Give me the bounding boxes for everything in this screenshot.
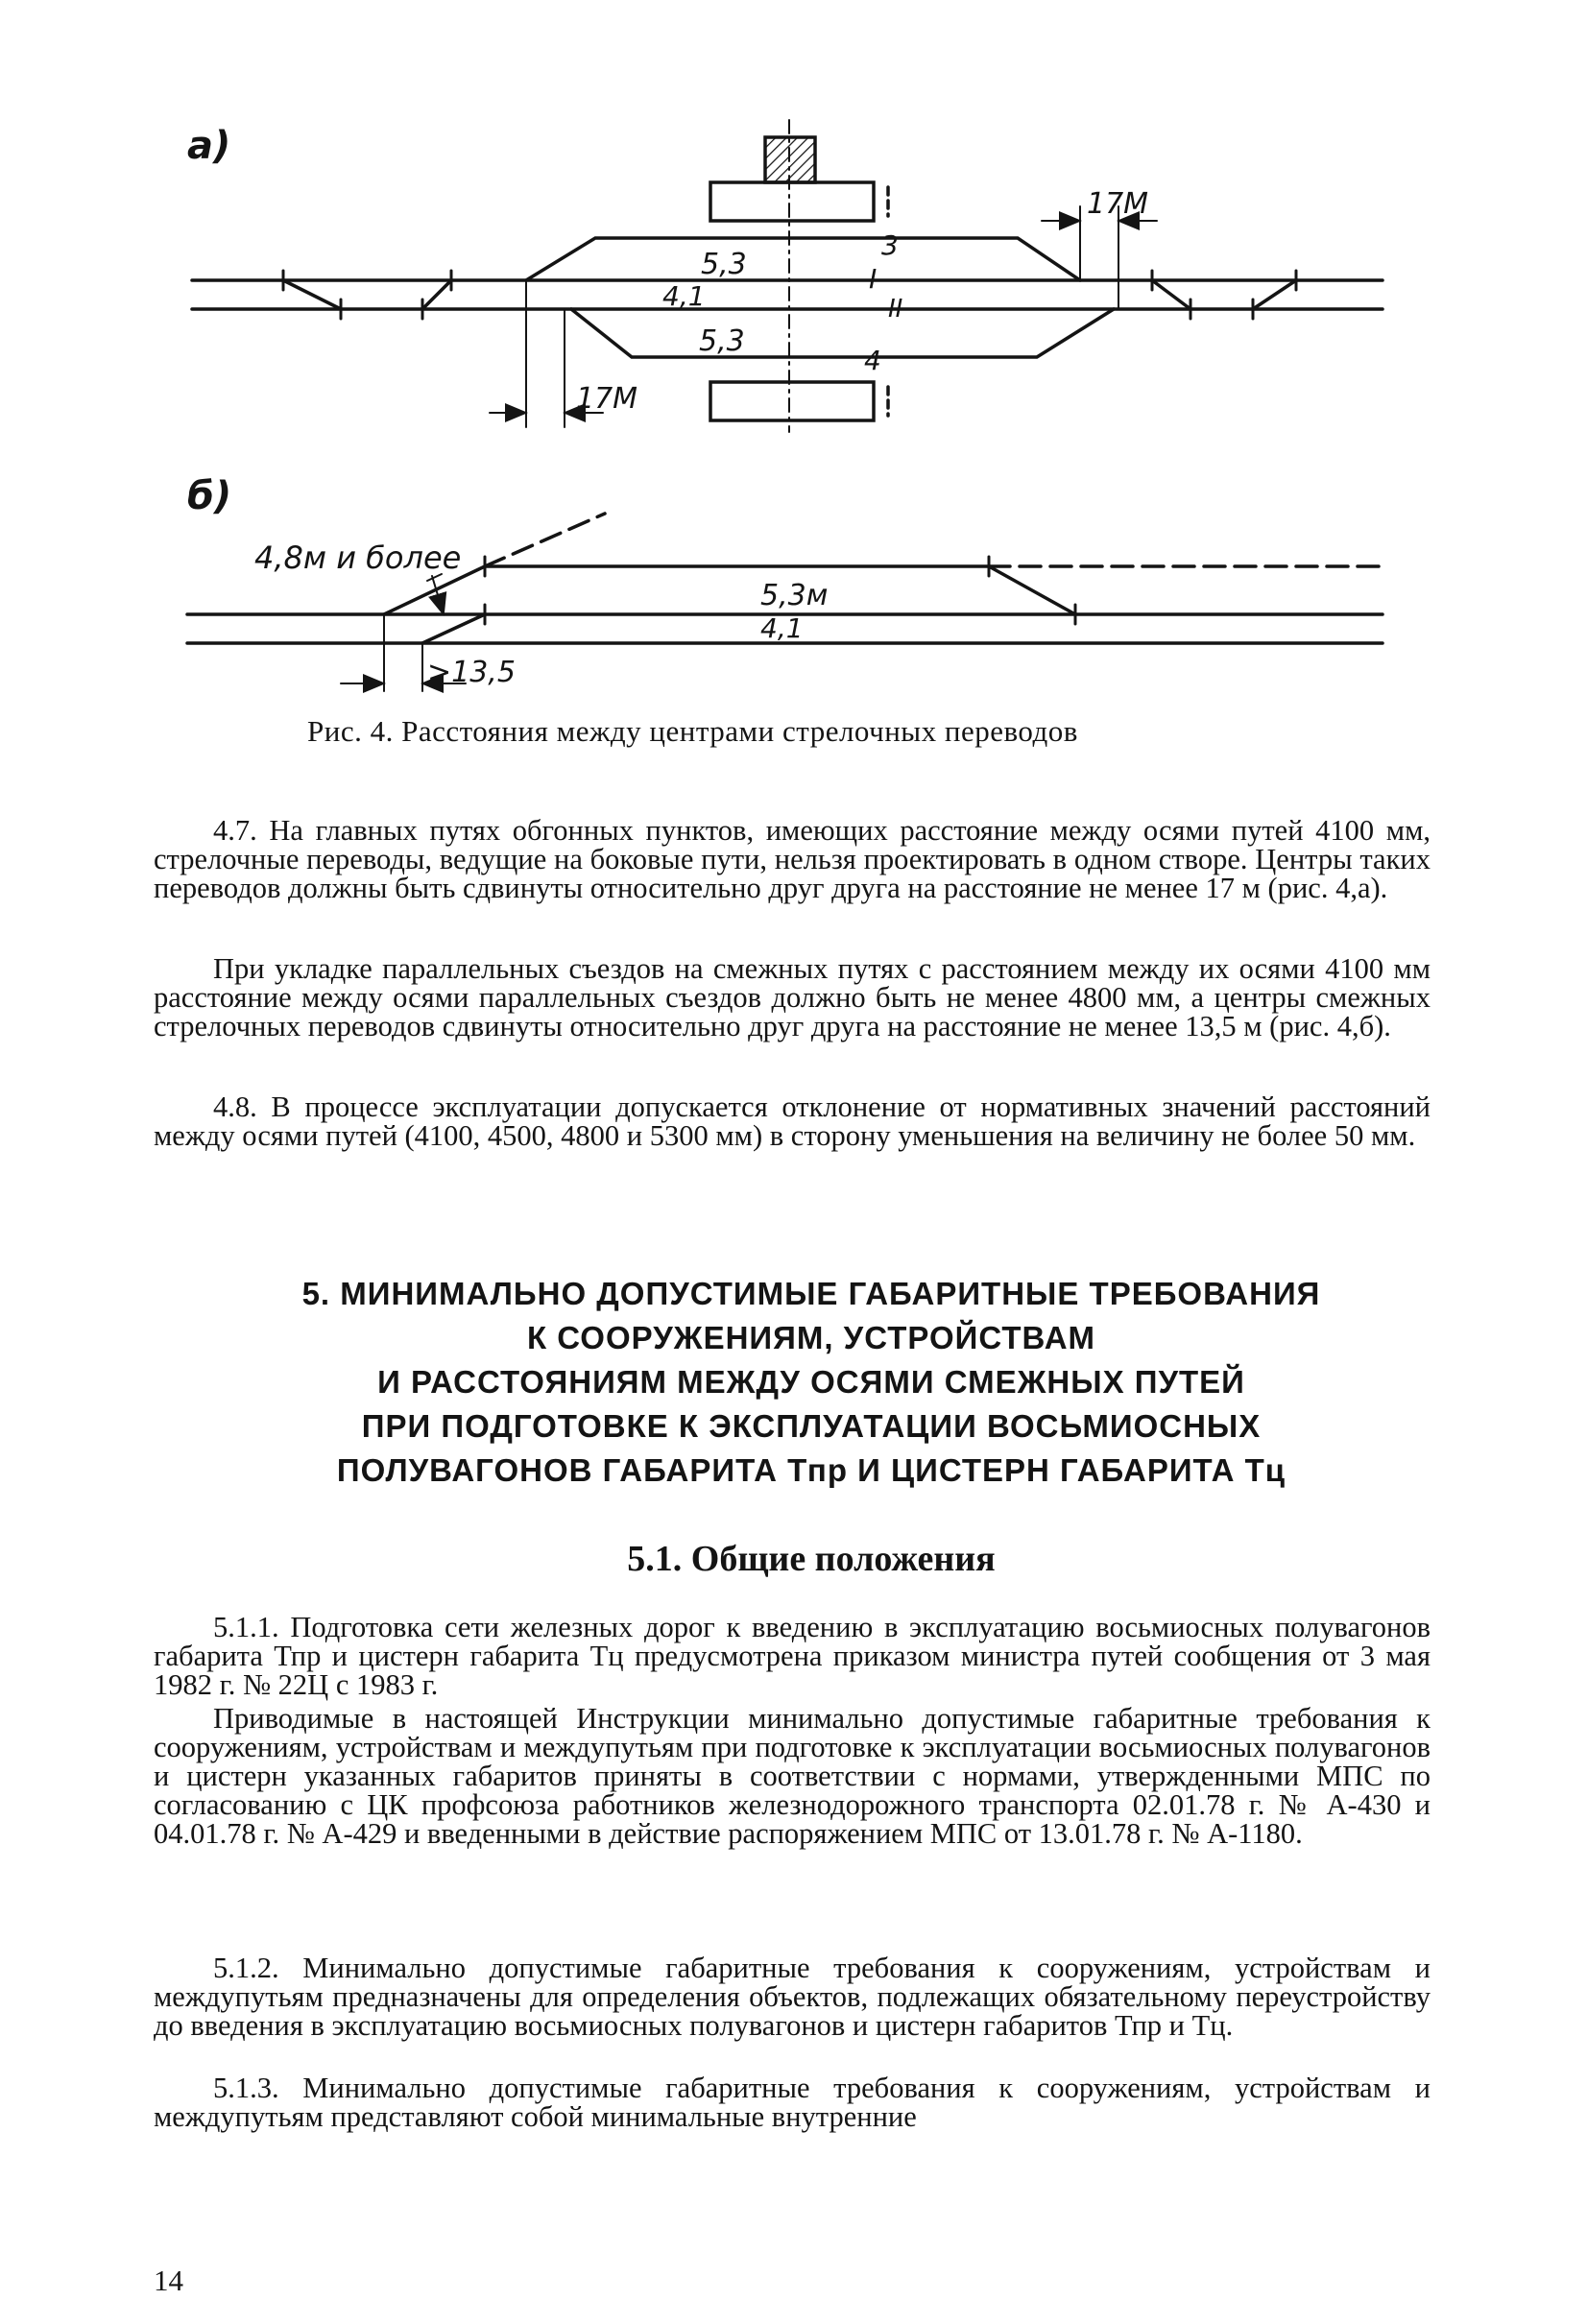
heading-line: И РАССТОЯНИЯМ МЕЖДУ ОСЯМИ СМЕЖНЫХ ПУТЕЙ bbox=[377, 1364, 1245, 1400]
heading-line: К СООРУЖЕНИЯМ, УСТРОЙСТВАМ bbox=[526, 1320, 1096, 1355]
dim-4-8m: 4,8м и более bbox=[254, 539, 462, 576]
page-number: 14 bbox=[154, 2264, 183, 2297]
dim-4-1-a: 4,1 bbox=[662, 280, 706, 312]
heading-line: ПРИ ПОДГОТОВКЕ К ЭКСПЛУАТАЦИИ ВОСЬМИОСНЫХ bbox=[361, 1408, 1262, 1444]
track-label-I: I bbox=[869, 263, 878, 295]
paragraph-4-7-cont: При укладке параллельных съездов на смежных путях с расстоянием между их осями 4100 мм расстояние между осями параллельных съездов должно быть не менее 4800 мм, а центры смежных стрелочных переводов сдвинуты относительно друг друга на расстояние не менее 13,5 м (рис. 4,б). bbox=[154, 952, 1431, 1042]
label-b: б) bbox=[187, 474, 232, 518]
paragraph-5-1-3: 5.1.3. Минимально допустимые габаритные требования к сооружениям, устройствам и междупутьям представляют собой минимальные внутренние bbox=[154, 2072, 1431, 2133]
heading-line: ПОЛУВАГОНОВ ГАБАРИТА Тпр И ЦИСТЕРН ГАБАРИТА Тц bbox=[336, 1452, 1286, 1488]
label-a: а) bbox=[187, 124, 231, 168]
track-label-3: 3 bbox=[881, 229, 899, 261]
subsection-heading: 5.1. Общие положения bbox=[627, 1539, 996, 1579]
figure-caption: Рис. 4. Расстояния между центрами стрелочных переводов bbox=[307, 714, 1078, 748]
section-heading bbox=[192, 1272, 1431, 1493]
dim-13-5: >13,5 bbox=[427, 656, 516, 689]
paragraph-5-1-1: 5.1.1. Подготовка сети железных дорог к введению в эксплуатацию восьмиосных полувагонов габарита Тпр и цистерн габарита Тц предусмотрена приказом министра путей сообщения от 3 мая 1982 г. № 22Ц с 1983 г. bbox=[154, 1611, 1431, 1701]
dim-5-3-low: 5,3 bbox=[699, 324, 745, 358]
track-label-4: 4 bbox=[864, 345, 881, 376]
heading-line: 5. МИНИМАЛЬНО ДОПУСТИМЫЕ ГАБАРИТНЫЕ ТРЕБОВАНИЯ bbox=[301, 1276, 1321, 1311]
building-upper bbox=[710, 182, 874, 221]
dim-5-3-top: 5,3 bbox=[701, 248, 747, 281]
paragraph-4-8: 4.8. В процессе эксплуатации допускается отклонение от нормативных значений расстояний между осями путей (4100, 4500, 4800 и 5300 мм) в сторону уменьшения на величину не более 50 мм. bbox=[154, 1090, 1431, 1152]
paragraph-5-1-1-cont: Приводимые в настоящей Инструкции минимально допустимые габаритные требования к сооружениям, устройствам и междупутьям при подготовке к эксплуатации восьмиосных полувагонов и цистерн указанных габаритов приняты в соответствии с нормами, утвержденными МПС по согласованию с ЦК профсоюза работников железнодорожного транспорта 02.01.78 г. № А-430 и 04.01.78 г. № А-429 и введенными в действие распоряжением МПС от 13.01.78 г. № А-1180. bbox=[154, 1702, 1431, 1850]
track-label-II: II bbox=[888, 295, 903, 323]
building-lower bbox=[710, 382, 874, 420]
figure-4-track-diagram bbox=[0, 0, 1587, 749]
paragraph-5-1-2: 5.1.2. Минимально допустимые габаритные требования к сооружениям, устройствам и междупутьям предназначены для определения объектов, подлежащих обязательному переустройству до введения в эксплуатацию восьмиосных полувагонов и цистерн габаритов Тпр и Тц. bbox=[154, 1952, 1431, 2042]
dim-17m-bottom: 17М bbox=[576, 382, 638, 416]
track-4-line bbox=[571, 309, 1114, 357]
track-3-line bbox=[526, 238, 1080, 280]
dim-4-1-b: 4,1 bbox=[760, 612, 804, 644]
dim-5-3m-b: 5,3м bbox=[760, 579, 829, 612]
paragraph-4-7: 4.7. На главных путях обгонных пунктов, имеющих расстояние между осями путей 4100 мм, стрелочные переводы, ведущие на боковые пути, нельзя проектировать в одном створе. Центры таких переводов должны быть сдвинуты относительно друг друга на расстояние не менее 17 м (рис. 4,а). bbox=[154, 814, 1431, 904]
dim-17m-top: 17М bbox=[1087, 187, 1149, 221]
